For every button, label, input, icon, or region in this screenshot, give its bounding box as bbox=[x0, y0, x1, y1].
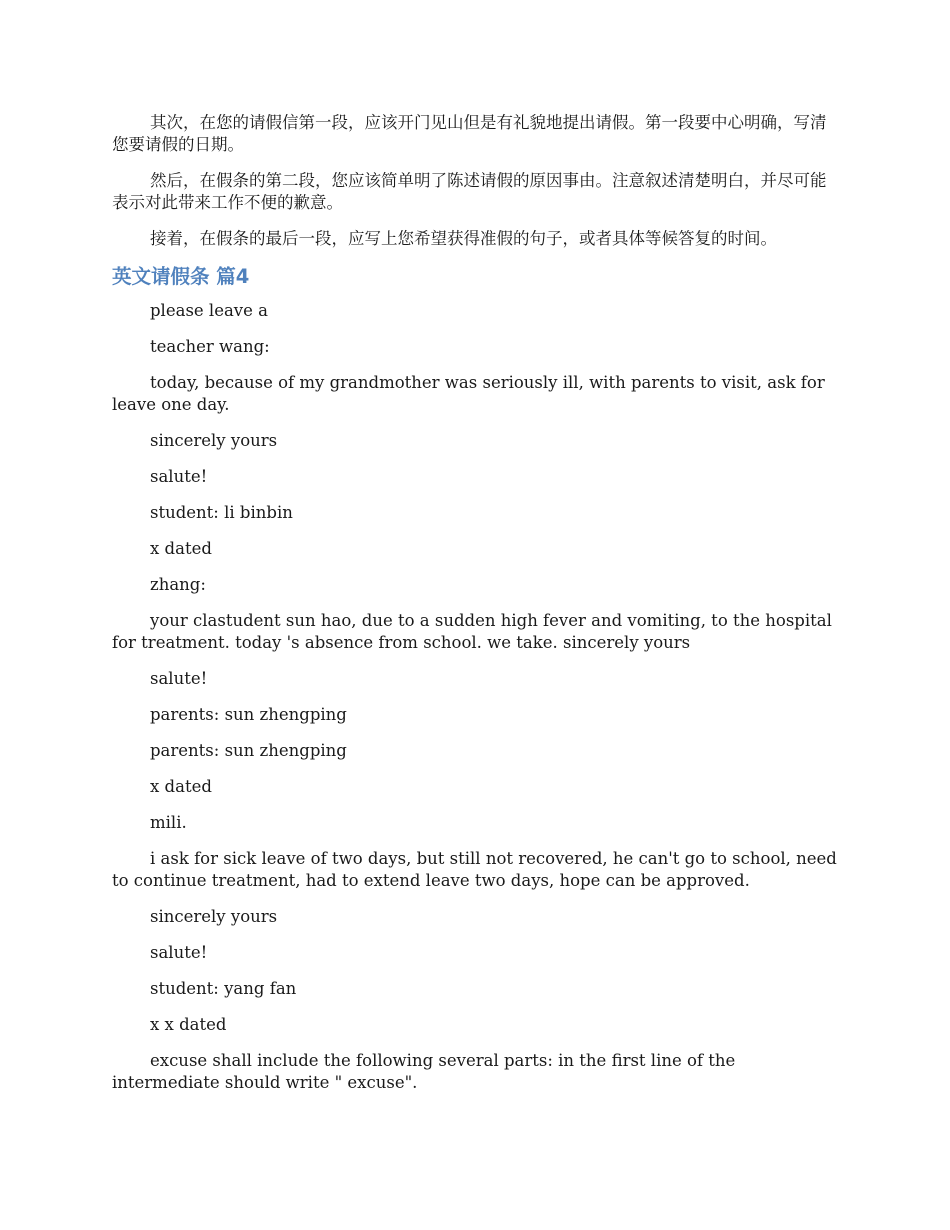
body-paragraph: teacher wang: bbox=[150, 337, 270, 356]
body-paragraph: parents: sun zhengping bbox=[150, 741, 347, 760]
intro-paragraph: 接着，在假条的最后一段，应写上您希望获得准假的句子，或者具体等候答复的时间。 bbox=[150, 229, 777, 248]
body-paragraph: parents: sun zhengping bbox=[150, 705, 347, 724]
body-paragraph: student: li binbin bbox=[150, 503, 293, 522]
body-paragraph: x dated bbox=[150, 777, 212, 796]
body-paragraph: salute! bbox=[150, 943, 208, 962]
section-heading: 英文请假条 篇4 bbox=[112, 265, 250, 288]
body-paragraph: sincerely yours bbox=[150, 907, 278, 926]
body-paragraph: mili. bbox=[150, 813, 187, 832]
document-page bbox=[112, 112, 840, 1108]
body-paragraph: salute! bbox=[150, 669, 208, 688]
intro-paragraph: 然后，在假条的第二段，您应该简单明了陈述请假的原因事由。注意叙述清楚明白，并尽可能表示对此带来工作不便的歉意。 bbox=[112, 171, 827, 212]
body-paragraph: please leave a bbox=[150, 301, 268, 320]
body-paragraph: student: yang fan bbox=[150, 979, 297, 998]
intro-paragraph: 其次，在您的请假信第一段，应该开门见山但是有礼貌地提出请假。第一段要中心明确，写清您要请假的日期。 bbox=[112, 113, 827, 154]
body-paragraph: x dated bbox=[150, 539, 212, 558]
body-paragraph: zhang: bbox=[150, 575, 206, 594]
body-paragraph: x x dated bbox=[150, 1015, 227, 1034]
body-paragraph: your clastudent sun hao, due to a sudden high fever and vomiting, to the hospital for treatment. today 's absence from school. we take. sincerely yours bbox=[112, 611, 832, 652]
body-paragraph: sincerely yours bbox=[150, 431, 278, 450]
body-paragraph: today, because of my grandmother was seriously ill, with parents to visit, ask for leave one day. bbox=[112, 373, 825, 414]
body-paragraph: excuse shall include the following several parts: in the first line of the intermediate should write " excuse". bbox=[112, 1051, 736, 1092]
body-paragraph: salute! bbox=[150, 467, 208, 486]
body-paragraph: i ask for sick leave of two days, but still not recovered, he can't go to school, need to continue treatment, had to extend leave two days, hope can be approved. bbox=[112, 849, 837, 890]
